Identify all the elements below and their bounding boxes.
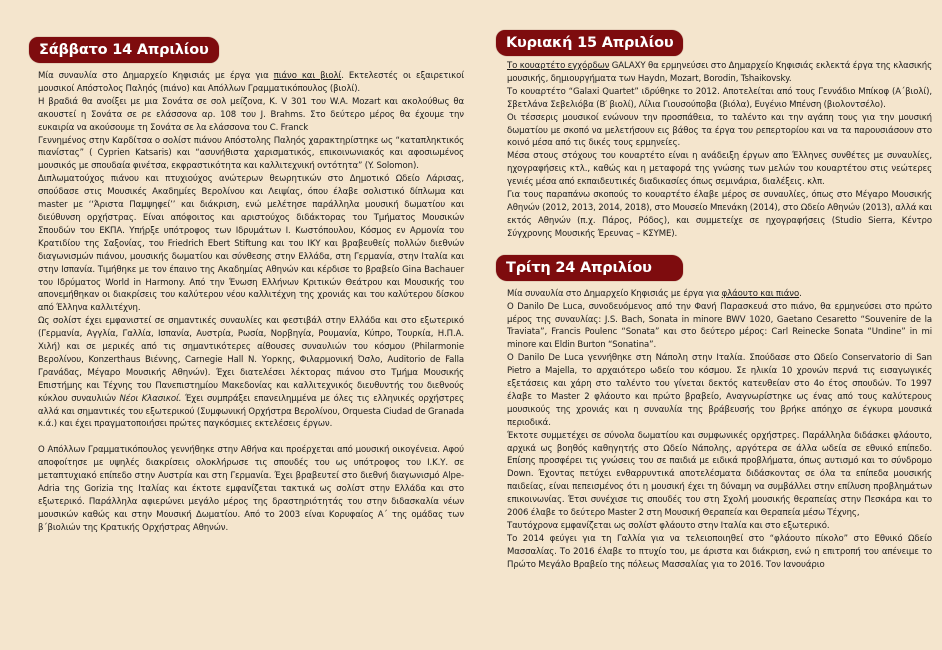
tuesday-section	[507, 255, 932, 572]
section-title-sunday: Κυριακή 15 Απριλίου	[496, 30, 683, 56]
left-column	[38, 37, 464, 535]
tuesday-body	[507, 288, 932, 572]
sunday-p5: Για τους παραπάνω σκοπούς το κουαρτέτο έλαβε μέρος σε συναυλίες, όπως στο Μέγαρο Μουσικής Αθηνών (2012, 2013, 2014, 2018), στο Μουσείο Μπενάκη (2014), στο Ωδείο Αθηνών (2013), αλλά και εκτός Αθηνών (π.χ. Πάρος, Ρόδος), και συμμετείχε σε ηχογραφήσεις (Studio Sierra, Κέντρο Σύγχρονης Μουσικής Έρευνας – ΚΣΥΜΕ).	[507, 190, 932, 239]
intro-text-post: . Εκτελεστές οι εξαιρετικοί μουσικοί Απόστολος Παληός (πιάνο) και Απόλλων Γραμματικόπουλος (βιολί).	[38, 71, 464, 94]
saturday-bio-3	[38, 315, 464, 431]
tuesday-p2: Ο Danilo De Luca, συνοδευόμενος από την Φανή Παρασκευά στο πιάνο, θα ερμηνεύσει στο πρώτο μέρος της συναυλίας: J.S. Bach, Sonata in minore BWV 1020, Gaetano Cesaretto “Souvenire de la Traviata”, Francis Poulenc “Sonata” και στο δεύτερο μέρος: Carl Reinecke Sonata “Undine” in mi minore και Eldin Burton “Sonatina”.	[507, 301, 932, 351]
sunday-p2: Το κουαρτέτο “Galaxi Quartet” ιδρύθηκε το 2012. Αποτελείται από τους Γεννάδιο Μπίκοφ (Α΄βιολί), Σβετλάνα Σεβελιόβα (Β′ βιολί), Λίλια Γιουσούποβα (βιόλα), Ευγένιο Μπένση (βιολοντσέλο).	[507, 86, 932, 110]
saturday-bio-2: Διπλωματούχος πιάνου και πτυχιούχος ανώτερων θεωρητικών στο Δημοτικό Ωδείο Λάρισας, σπούδασε στις Μουσικές Ακαδημίες Βερολίνου και Λειψίας, όπου έλαβε σολιστικό δίπλωμα και master με ‘‘Άριστα Παμψηφεί’’ και διάκριση, ενώ μελέτησε παράλληλα μουσική δωματίου και διεύθυνση ορχήστρας. Είναι απόφοιτος και αριστούχος διδάκτορας του Τμήματος Μουσικών Σπουδών του ΕΚΠΑ. Υπήρξε υπότροφος των Ιδρυμάτων Ι. Κωστόπουλου, Κόσμος εν Αρμονία του Κρατιδίου της Σαξονίας, του Friedrich Ebert Stiftung και του ΙΚΥ και βραβευθείς πολλών διεθνών διαγωνισμών πιάνου, μουσικής δωματίου και σύνθεσης στην Ελλάδα, στη Γερμανία, στην Ιταλία και στην Ισπανία. Τιμήθηκε με τον έπαινο της Ακαδημίας Αθηνών και κέρδισε το βραβείο Gina Bachauer του Ιδρύματος World in Harmony. Από την Ένωση Ελλήνων Κριτικών Θεάτρου και Μουσικής του απονεμήθηκαν οι διακρίσεις του καλύτερου νέου καλλιτέχνη της χρονιάς και του καλύτερου δίσκου από Έλληνα καλλιτέχνη.	[38, 174, 464, 314]
saturday-intro	[38, 70, 464, 96]
right-column	[507, 30, 932, 572]
tuesday-p6: Το 2014 φεύγει για τη Γαλλία για να τελειοποιηθεί στο “φλάουτο πίκολο” στο Εθνικό Ωδείο Μασσαλίας. Το 2016 έλαβε το πτυχίο του, με άριστα και διάκριση, ενώ η επιτροπή του απένειμε το Πρώτο Μεγάλο Βραβείο της πόλεως Μασσαλίας για το 2016. Τον Ιανουάριο	[507, 533, 932, 570]
bio3-text-post: Έχει συμπράξει επανειλημμένα με όλες τις ελληνικές ορχήστρες αλλά και σημαντικές του εξωτερικού (Συμφωνική Ορχήστρα Βερολίνου, Orquesta Ciudad de Granada κ.ά.) και έχει πραγματοποιήσει πρώτες παγκόσμιες εκτελέσεις έργων.	[38, 393, 464, 430]
instruments-underlined: φλάουτο και πιάνο	[721, 288, 800, 299]
saturday-body	[38, 70, 464, 535]
sunday-p4: Μέσα στους στόχους του κουαρτέτο είναι η ανάδειξη έργων απο Έλληνες συνθέτες με συναυλίες, ηχογραφήσεις κτλ., καθώς και η μεταφορά της γνώσης των μελών του κουαρτέτου στις νεώτερες γενιές μέσα από εκπαιδευτικές διαδικασίες όπως σεμινάρια, διαλέξεις. κλπ.	[507, 151, 932, 188]
paragraph-gap	[38, 431, 464, 444]
intro-text-post: GALAXY θα ερμηνεύσει στο Δημαρχείο Κηφισιάς εκλεκτά έργα της κλασικής μουσικής, δημιουργήματα των Haydn, Mozart, Borodin, Tshaikovsky.	[507, 61, 932, 84]
saturday-bio-1: Γεννημένος στην Καρδίτσα ο σολίστ πιάνου Απόστολης Παληός χαρακτηρίστηκε ως “καταπληκτικός πιανίστας” ( Cyprien Katsaris) και “ασυνήθιστα χαρισματικός, επικοινωνιακός και αφοσιωμένος μουσικός με σπουδαία φινέτσα, εκφραστικότητα και καλλιτεχνική οντότητα” (Y. Solomon).	[38, 135, 464, 172]
intro-text: Μία συναυλία στο Δημαρχείο Κηφισιάς με έργα για	[38, 71, 274, 81]
intro-text: Μία συναυλία στο Δημαρχείο Κηφισιάς με έργα για	[507, 288, 722, 299]
tuesday-p4: Έκτοτε συμμετέχει σε σύνολα δωματίου και συμφωνικές ορχήστρες. Παράλληλα διδάσκει φλάουτο, αρχικά ως βοηθός καθηγητής στο Ωδείο Νάπολης, αργότερα σε άλλα ωδεία σε εθνικό επίπεδο. Επίσης προσφέρει τις γνώσεις του σε παιδιά με ειδικά προβλήματα, όπως αυτισμό και το σύνδρομο Down. Έχοντας πετύχει ενθαρρυντικά αποτελέσματα διδάσκοντας σε όλα τα επίπεδα μουσικής παιδείας, είναι πεπεισμένος ότι η μουσική έχει τη δύναμη να συμβάλλει στην επίλυση προβλημάτων επικοινωνίας. Έτσι συνέχισε τις σπουδές του στη Σχολή μουσικής θεραπείας στην Πεσκάρα και το 2006 έλαβε το δεύτερο Master 2 στη Μουσική Θεραπεία και Θεραπεία μέσω Τέχνης,	[507, 430, 932, 519]
tuesday-intro	[507, 288, 932, 301]
saturday-bio-4: Ο Απόλλων Γραμματικόπουλος γεννήθηκε στην Αθήνα και προέρχεται από μουσική οικογένεια. Αφού αποφοίτησε με υψηλές διακρίσεις ολοκλήρωσε τις σπουδές του ως υπότροφος του Ι.Κ.Υ. σε μεταπτυχιακό επίπεδο στην Αυστρία και στη Γερμανία. Έχει βραβευτεί στο διεθνή διαγωνισμό Alpe-Adria της Gorizia της Ιταλίας και έκτοτε εμφανίζεται τακτικά ως σολίστ στην Ελλάδα και στο εξωτερικό. Παράλληλα αφιερώνει μεγάλο μέρος της δραστηριότητάς του στην διδασκαλία νέων μουσικών καθώς και στην Μουσική Δωματίου. Από το 2003 είναι Κορυφαίος Α΄ της ομάδας των β΄βιολιών της Κρατικής Ορχήστρας Αθηνών.	[38, 445, 464, 533]
bio3-text: Ως σολίστ έχει εμφανιστεί σε σημαντικές συναυλίες και φεστιβάλ στην Ελλάδα και στο εξωτερικό (Γερμανία, Αγγλία, Γαλλία, Ισπανία, Αυστρία, Ρωσία, Νορβηγία, Ρουμανία, Κύπρο, Τουρκία, Η.Π.Α. Χιλή) και σε μερικές από τις σημαντικότερες αίθουσες συναυλιών του κόσμου (Philarmonie Βερολίνου, Konzerthaus Βιέννης, Carnegie Hall Ν. Υορκης, Φιλαρμονική Όσλο, Auditorio de Falla Γρανάδας, Μέγαρο Μουσικής Αθηνών). Έχει διατελέσει λέκτορας πιάνου στο Τμήμα Μουσικής Επιστήμης και Τέχνης του Πανεπιστημίου Μακεδονίας και καλλιτεχνικός διευθυντής του διεθνούς κύκλου συναυλιών	[38, 316, 464, 404]
instruments-underlined: πιάνο και βιολί	[273, 71, 342, 81]
section-title-tuesday: Τρίτη 24 Απριλίου	[496, 255, 683, 281]
sunday-body	[507, 60, 932, 241]
section-title-saturday: Σάββατο 14 Απριλίου	[29, 37, 219, 63]
sunday-p3: Οι τέσσερις μουσικοί ενώνουν την προσπάθεια, το ταλέντο και την αγάπη τους για την μουσική δωματίου με σκοπό να μελετήσουν εις βάθος τα έργα του ρεπερτορίου και να τα παρουσιάσουν στο κοινό μέσα από τις δικές τους ερμηνείες.	[507, 112, 932, 149]
tuesday-p5: Ταυτόχρονα εμφανίζεται ως σολίστ φλάουτο στην Ιταλία και στο εξωτερικό.	[507, 521, 830, 531]
saturday-program: Η βραδιά θα ανοίξει με μια Σονάτα σε σολ μείζονα, Κ. V 301 του W.A. Mozart και ακολούθως θα ακουστεί η Σονάτα σε ρε ελάσσονα αρ. 108 του J. Brahms. Στο δεύτερο μέρος θα έχουμε την ευκαιρία να ακούσουμε τη Σονάτα σε λα ελάσσονα του C. Franck	[38, 96, 464, 133]
sunday-intro	[507, 60, 932, 86]
quartet-underlined: Το κουαρτέτο εγχόρδων	[507, 61, 610, 71]
tuesday-p3: Ο Danilo De Luca γεννήθηκε στη Νάπολη στην Ιταλία. Σπούδασε στο Ωδείο Conservatorio di San Pietro a Majella, το αρχαιότερο ωδείο του κόσμου. Σε ηλικία 10 χρονών περνά τις εισαγωγικές εξετάσεις και χάρη στο ταλέντο του γίνεται δεκτός κατευθείαν στο 4ο έτος σπουδών. Το 1997 έλαβε το Master 2 φλάουτο και πρώτο βραβείο, Αναγνωρίστηκε ως ένας από τους καλύτερους μουσικούς της χρονιάς και η συναυλία της βράβευσής του βρήκε απόηχο σε έγκυρα μουσικά περιοδικά.	[507, 353, 932, 428]
intro-text-post: .	[799, 288, 802, 299]
series-name-italic: Νέοι Κλασικοί.	[119, 393, 182, 404]
